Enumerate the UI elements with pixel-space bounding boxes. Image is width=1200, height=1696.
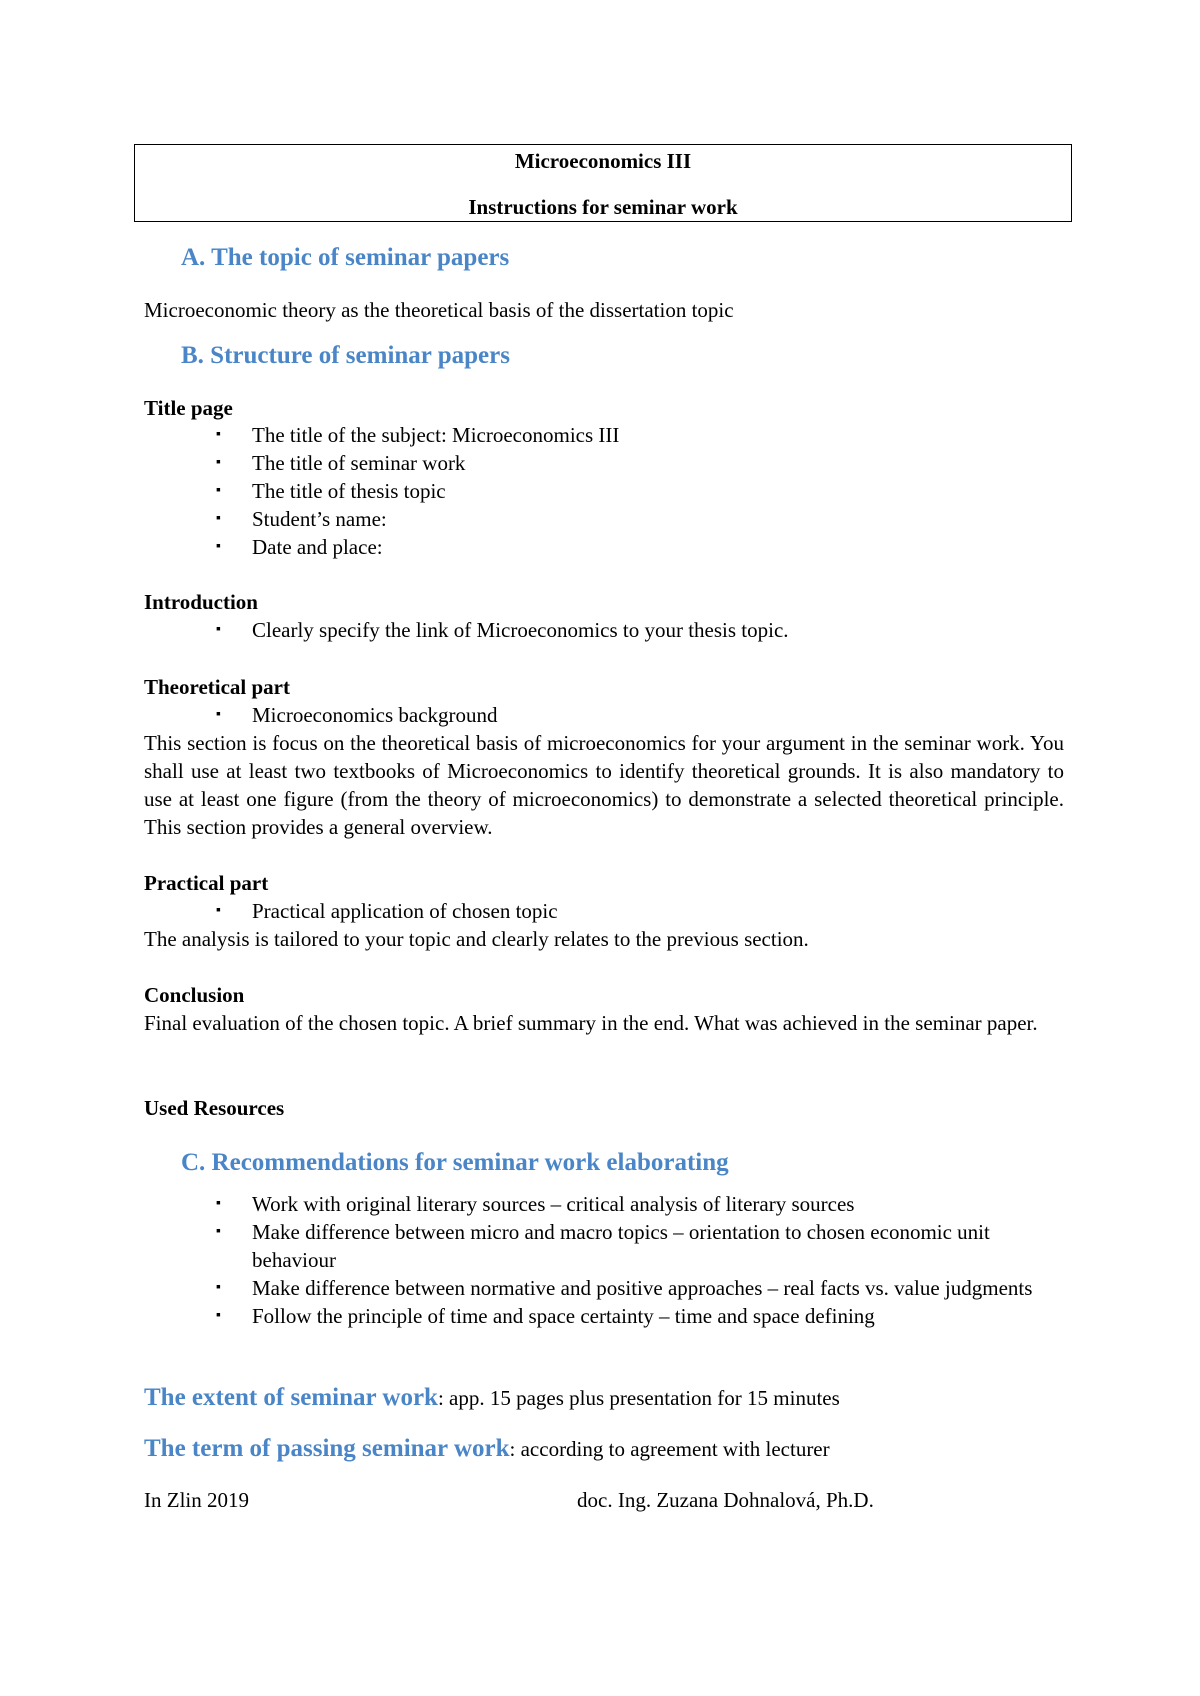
section-b-heading: B. Structure of seminar papers [181, 342, 510, 369]
section-a-text: Microeconomic theory as the theoretical basis of the dissertation topic [144, 298, 734, 322]
term-label: The term of passing seminar work [144, 1435, 510, 1462]
place-date: In Zlin 2019 [144, 1488, 249, 1512]
list-item: ▪ Work with original literary sources – critical analysis of literary sources [216, 1192, 855, 1216]
conclusion-text: Final evaluation of the chosen topic. A brief summary in the end. What was achieved in the seminar paper. [144, 1011, 1038, 1035]
list-item: ▪ Make difference between normative and positive approaches – real facts vs. value judgments [216, 1276, 1033, 1300]
conclusion-label: Conclusion [144, 983, 245, 1007]
extent-line [144, 1384, 1064, 1412]
bullet-icon: ▪ [216, 511, 221, 526]
theoretical-label: Theoretical part [144, 675, 290, 699]
list-item: ▪ Student’s name: [216, 507, 387, 531]
practical-label: Practical part [144, 871, 269, 895]
list-item: ▪ The title of the subject: Microeconomics III [216, 423, 620, 447]
author-signature: doc. Ing. Zuzana Dohnalová, Ph.D. [577, 1488, 874, 1512]
section-a-heading: A. The topic of seminar papers [181, 244, 510, 271]
list-item: ▪ Practical application of chosen topic [216, 899, 558, 923]
extent-label: The extent of seminar work [144, 1384, 438, 1411]
bullet-icon: ▪ [216, 903, 221, 918]
recommendations-list [144, 1190, 1064, 1330]
introduction-label: Introduction [144, 590, 258, 614]
practical-text: The analysis is tailored to your topic and clearly relates to the previous section. [144, 927, 809, 951]
list-item: ▪ Clearly specify the link of Microeconomics to your thesis topic. [216, 618, 789, 642]
bullet-icon: ▪ [216, 1196, 221, 1211]
bullet-icon: ▪ [216, 1224, 221, 1239]
list-item: ▪ Microeconomics background [216, 703, 498, 727]
theoretical-text: This section is focus on the theoretical basis of microeconomics for your argument in the seminar work. You shall use at least two textbooks of Microeconomics to identify theoretical grounds. It is also mandatory to use at least one figure (from the theory of microeconomics) to demonstrate a selected theoretical principle. This section provides a general overview. [144, 731, 1064, 839]
bullet-icon: ▪ [216, 1308, 221, 1323]
title-page-list [144, 421, 1064, 561]
list-item: ▪ Follow the principle of time and space certainty – time and space defining [216, 1304, 875, 1328]
bullet-icon: ▪ [216, 455, 221, 470]
section-c-heading: C. Recommendations for seminar work elaborating [181, 1149, 729, 1176]
bullet-icon: ▪ [216, 427, 221, 442]
title-box [134, 144, 1072, 222]
title-page-label: Title page [144, 396, 233, 420]
term-text: : according to agreement with lecturer [509, 1437, 830, 1461]
list-item: ▪ The title of thesis topic [216, 479, 446, 503]
theoretical-list [144, 701, 1064, 729]
extent-text: : app. 15 pages plus presentation for 15 minutes [437, 1386, 840, 1410]
term-line [144, 1435, 1064, 1463]
course-title: Microeconomics III [514, 149, 692, 173]
list-item: ▪ The title of seminar work [216, 451, 466, 475]
list-item: ▪ Date and place: [216, 535, 383, 559]
bullet-icon: ▪ [216, 707, 221, 722]
resources-label: Used Resources [144, 1096, 285, 1120]
bullet-icon: ▪ [216, 1280, 221, 1295]
bullet-icon: ▪ [216, 622, 221, 637]
practical-list [144, 897, 1064, 925]
introduction-list [144, 616, 1064, 644]
document-subtitle: Instructions for seminar work [468, 195, 738, 219]
bullet-icon: ▪ [216, 539, 221, 554]
list-item: ▪ Make difference between micro and macro topics – orientation to chosen economic unit behaviour [216, 1220, 990, 1272]
bullet-icon: ▪ [216, 483, 221, 498]
